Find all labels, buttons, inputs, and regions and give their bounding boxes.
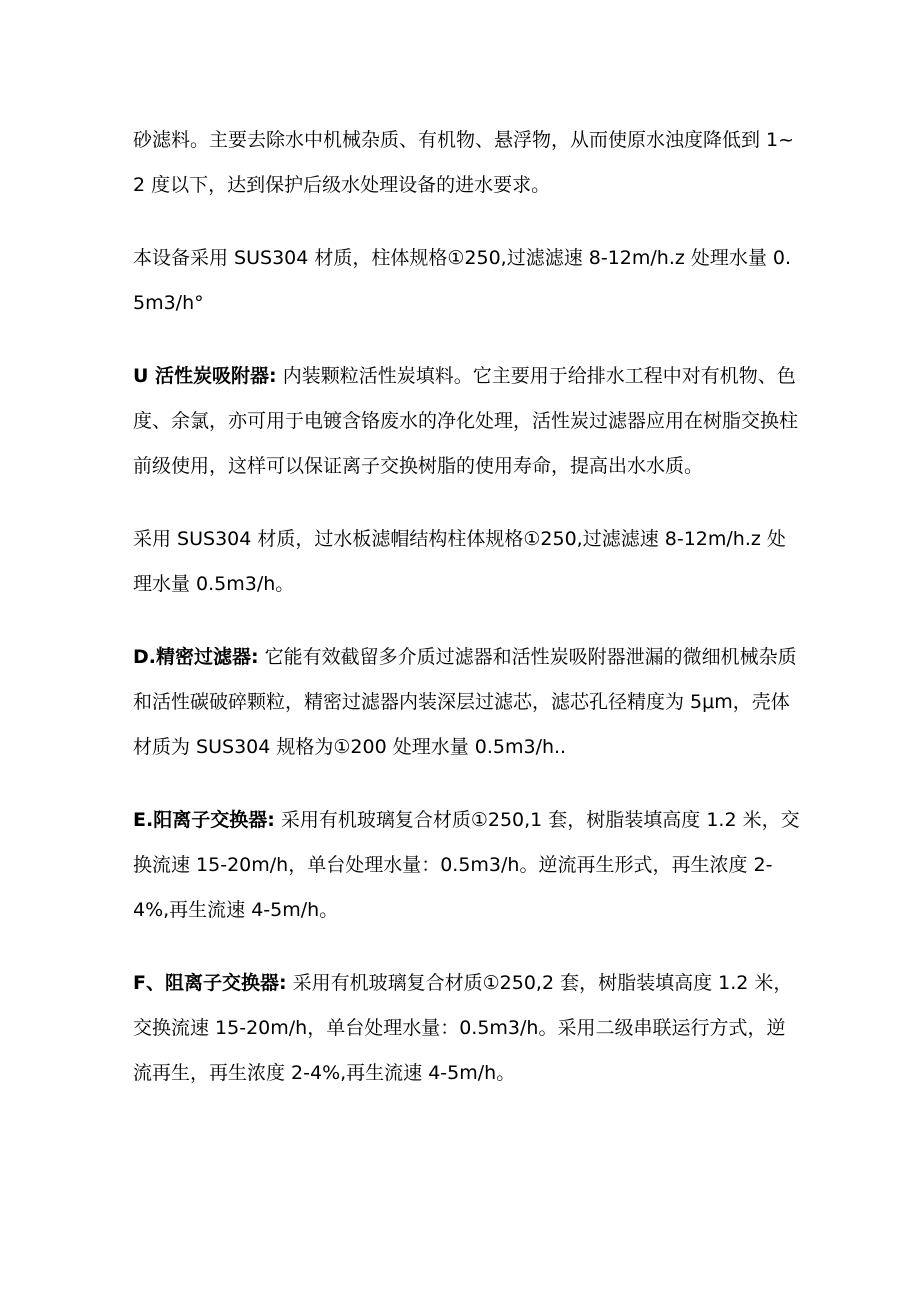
paragraph-lead: U 活性炭吸附器: [133, 365, 277, 387]
paragraph-text: 本设备采用 SUS304 材质，柱体规格①250,过滤滤速 8-12m∕h.z 处理水量 0.5m3∕h° [133, 247, 792, 314]
paragraph-activated-carbon [133, 354, 803, 489]
paragraph-sand-filter [133, 118, 803, 208]
paragraph-text: 采用有机玻璃复合材质①250,1 套，树脂装填高度 1.2 米，交换流速 15-20m/h，单台处理水量：0.5m3∕h。逆流再生形式，再生浓度 2-4%,再生流速 4-5m∕h。 [133, 809, 800, 921]
paragraph-cation-exchanger [133, 798, 803, 933]
paragraph-precision-filter [133, 635, 803, 770]
paragraph-lead: E.阳离子交换器: [133, 809, 275, 831]
paragraph-equipment-spec [133, 236, 803, 326]
paragraph-text: 采用有机玻璃复合材质①250,2 套，树脂装填高度 1.2 米， 交换流速 15-20m/h，单台处理水量：0.5m3∕h。采用二级串联运行方式，逆流再生，再生浓度 2-4%,再生流速 4-5m∕h。 [133, 972, 793, 1084]
paragraph-lead: D.精密过滤器: [133, 646, 259, 668]
paragraph-anion-exchanger [133, 961, 803, 1096]
paragraph-text: 它能有效截留多介质过滤器和活性炭吸附器泄漏的微细机械杂质和活性碳破碎颗粒，精密过滤器内装深层过滤芯，滤芯孔径精度为 5μm，壳体材质为 SUS304 规格为①200 处理水量 0.5m3∕h.. [133, 646, 797, 758]
paragraph-carbon-spec [133, 517, 803, 607]
paragraph-lead: F、阻离子交换器: [133, 972, 287, 994]
paragraph-text: 砂滤料。主要去除水中机械杂质、有机物、悬浮物，从而使原水浊度降低到 1~2 度以下，达到保护后级水处理设备的进水要求。 [133, 129, 795, 196]
paragraph-text: 采用 SUS304 材质，过水板滤帽结构柱体规格①250,过滤滤速 8-12m∕h.z 处理水量 0.5m3∕h。 [133, 528, 786, 595]
paragraph-text: 内装颗粒活性炭填料。它主要用于给排水工程中对有机物、色度、余氯，亦可用于电镀含铬废水的净化处理，活性炭过滤器应用在树脂交换柱前级使用，这样可以保证离子交换树脂的使用寿命，提高出水水质。 [133, 365, 799, 477]
